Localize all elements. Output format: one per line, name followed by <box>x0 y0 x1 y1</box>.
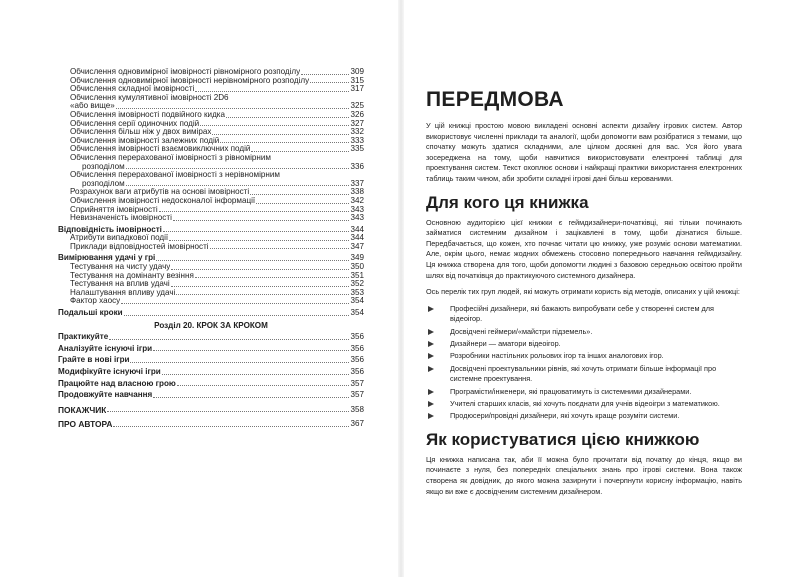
triangle-bullet-icon <box>428 413 434 419</box>
toc-page-number: 343 <box>350 213 364 223</box>
toc-page-number: 332 <box>350 127 364 137</box>
triangle-bullet-icon <box>428 353 434 359</box>
toc-entry[interactable] <box>58 391 364 400</box>
toc-dot-leader <box>153 396 349 398</box>
toc-chapter-entries <box>58 333 364 400</box>
toc-page-number: 344 <box>350 224 364 234</box>
toc-dot-leader <box>159 210 350 212</box>
toc-entry[interactable] <box>58 254 364 263</box>
toc-entry[interactable] <box>58 309 364 318</box>
audience-group-item <box>426 339 742 349</box>
toc-entry-title: Продовжуйте навчання <box>58 391 153 400</box>
audience-group-text: Досвідчені геймери/«майстри підземель». <box>450 326 593 336</box>
toc-chapter-title: Розділ 20. КРОК ЗА КРОКОМ <box>154 321 268 330</box>
toc-entry-title: Обчислення серії одиночних подій <box>70 119 200 128</box>
toc-entry[interactable] <box>58 234 364 243</box>
toc-entry-title: Налаштування впливу удачі <box>70 288 176 297</box>
toc-page-number: 309 <box>350 67 364 76</box>
toc-dot-leader <box>200 124 349 126</box>
toc-entry-title: Невизначеність імовірності <box>70 214 172 223</box>
toc-page-number: 325 <box>350 101 364 111</box>
toc-entry[interactable] <box>58 197 364 206</box>
audience-heading: Для кого ця книжка <box>426 192 589 212</box>
triangle-bullet-icon <box>428 341 434 347</box>
audience-group-item <box>426 387 742 397</box>
toc-dot-leader <box>212 133 349 135</box>
audience-group-text: Розробники настільних рольових ігор та інших аналогових ігор. <box>450 351 664 361</box>
toc-entry-title: Аналізуйте існуючі ігри <box>58 344 153 353</box>
toc-page-number: 335 <box>350 144 364 154</box>
toc-entry-title: Сприйняття імовірності <box>70 205 158 214</box>
toc-entry[interactable] <box>58 154 364 163</box>
toc-entry[interactable] <box>58 77 364 86</box>
toc-entry[interactable] <box>58 206 364 215</box>
toc-dot-leader <box>195 276 350 278</box>
toc-entry[interactable] <box>58 406 364 415</box>
howto-text: Ця книжка написана так, аби її можна було прочитати від початку до кінця, якщо ви починаєте з нуля, без попередніх спеціальних знань про ігрові системи. Вона також створена як довідник, до якого можна зазирнути і почерпнути корисну інформацію, навіть якщо ви вже є досвідченим системним дизайнером. <box>426 454 742 496</box>
toc-dot-leader <box>310 81 349 83</box>
toc-entry-title: Подальші кроки <box>58 309 123 318</box>
toc-entry[interactable] <box>58 180 364 189</box>
audience-group-text: Досвідчені проектувальники рівнів, які хочуть отримати більше інформації про системне проектування. <box>450 363 717 384</box>
preface-intro: У цій книжці простою мовою викладені основні аспекти дизайну ігрових систем. Автор використовує численні приклади та аналогії, щоби допомогти вам розібратися з темами, що спочатку можуть здатися складними, але цілком досяжні для вас. Уся його увага зосереджена на тому, щоби навчитися використовувати електронні таблиці для проектування систем. Текст охоплює основи і найкращі практики використання електронних таблиць таким чином, аби зробити складні ігрові дані більш керованими. <box>426 121 742 183</box>
toc-dot-leader <box>171 268 349 270</box>
toc-entry[interactable] <box>58 272 364 281</box>
toc-entry[interactable] <box>58 111 364 120</box>
toc-entry[interactable] <box>58 137 364 146</box>
toc-entry[interactable] <box>58 280 364 289</box>
toc-entry-title: ПОКАЖЧИК <box>58 405 107 415</box>
toc-entry-title: «або вище» <box>70 102 115 111</box>
audience-text: Основною аудиторією цієї книжки є геймдизайнери-початківці, які тільки починають займатися системним дизайном і зацікавлені в тому, щоби дізнатися більше. Передбачається, що кожен, хто почнає читати цю книжку, уже розуміє основи математики. Але, окрім цього, немає жодних обмежень стосовно попереднього навчання геймдизайну. Ця книжка створена для того, щоби допомогти людині з базовою середньою освітою пройти шлях від початківця до практикуючого системного дизайнера. <box>426 217 742 280</box>
toc-page-number: 350 <box>350 262 364 272</box>
toc-page-number: 343 <box>350 204 364 214</box>
audience-group-text: Продюсери/провідні дизайнери, які хочуть краще розуміти системи. <box>450 411 680 421</box>
toc-dot-leader <box>126 167 350 169</box>
toc-dot-leader <box>250 193 349 195</box>
toc-entry[interactable] <box>58 333 364 342</box>
audience-group-item <box>426 411 742 421</box>
triangle-bullet-icon <box>428 401 434 407</box>
toc-entry[interactable] <box>58 94 364 103</box>
toc-entry[interactable] <box>58 226 364 235</box>
triangle-bullet-icon <box>428 306 434 312</box>
toc-entry-title: Фактор хаосу <box>70 297 121 306</box>
toc-entry-title: Атрибути випадкової події <box>70 234 169 243</box>
preface-page <box>426 88 742 503</box>
toc-page-number: 356 <box>350 343 364 353</box>
audience-group-text: Професійні дизайнери, які бажають випробувати себе у створенні систем для відеоігор. <box>450 303 714 324</box>
toc-entry[interactable] <box>58 68 364 77</box>
toc-page-number: 347 <box>350 241 364 251</box>
toc-dot-leader <box>107 410 349 412</box>
toc-entry-title: Обчислення імовірності залежних подій <box>70 136 220 145</box>
toc-page-number: 367 <box>350 419 364 429</box>
toc-entry[interactable] <box>58 102 364 111</box>
audience-group-item <box>426 364 742 385</box>
toc-entry[interactable] <box>58 188 364 197</box>
triangle-bullet-icon <box>428 366 434 372</box>
toc-dot-leader <box>171 285 350 287</box>
toc-page-number: 354 <box>350 308 364 318</box>
groups-intro: Ось перелік тих груп людей, які можуть отримати користь від методів, описаних у цій книжці: <box>426 287 740 297</box>
toc-entry-title: Обчислення імовірності взаємовиключних подій <box>70 145 251 154</box>
toc-entry[interactable] <box>58 243 364 252</box>
toc-entry-title: Обчислення одновимірної імовірності рівномірного розподілу <box>70 68 301 76</box>
toc-entry-title: Обчислення перерахованої імовірності з рівномірним <box>70 153 271 162</box>
toc-entry-title: розподілом <box>82 162 125 171</box>
toc-entry-title: Обчислення імовірності подвійного кидка <box>70 110 226 119</box>
toc-entry-title: Розрахунок ваги атрибутів на основі імовірності <box>70 188 250 197</box>
toc-entry-title: Відповідність імовірності <box>58 225 162 234</box>
toc-page-number: 315 <box>350 75 364 85</box>
page-gutter <box>398 0 404 577</box>
toc-page-number: 333 <box>350 135 364 145</box>
toc-dot-leader <box>173 219 350 221</box>
toc-page-number: 342 <box>350 195 364 205</box>
toc-page-number: 358 <box>350 404 364 414</box>
toc-entry[interactable] <box>58 297 364 306</box>
toc-entry-title: Обчислення більш ніж у двох вимірах <box>70 128 212 137</box>
toc-entry-title: Обчислення одновимірної імовірності нерівномірного розподілу <box>70 76 310 85</box>
toc-page-number: 357 <box>350 378 364 388</box>
audience-group-item <box>426 304 742 325</box>
toc-page-number: 344 <box>350 233 364 243</box>
toc-entry[interactable] <box>58 263 364 272</box>
howto-heading: Як користуватися цією книжкою <box>426 429 700 449</box>
toc-entry[interactable] <box>58 420 364 429</box>
toc-entry-title: Обчислення перерахованої імовірності з нерівномірним <box>70 171 280 180</box>
toc-page-number: 354 <box>350 296 364 306</box>
toc-page-number: 351 <box>350 270 364 280</box>
toc-entry-title: розподілом <box>82 179 125 188</box>
toc-dot-leader <box>210 247 350 249</box>
toc-page-number: 353 <box>350 287 364 297</box>
toc-dot-leader <box>116 107 350 109</box>
toc-entry[interactable] <box>58 380 364 389</box>
toc-dot-leader <box>195 90 349 92</box>
toc-entry-title: Тестування на домінанту везіння <box>70 271 194 280</box>
toc-dot-leader <box>177 384 350 386</box>
toc-entry-title: ПРО АВТОРА <box>58 420 113 429</box>
toc-dot-leader <box>162 373 350 375</box>
toc-entry-title: Модифікуйте існуючі ігри <box>58 368 161 376</box>
toc-page-number: 326 <box>350 109 364 119</box>
audience-group-item <box>426 399 742 409</box>
audience-groups-list <box>426 304 742 422</box>
audience-group-text: Учителі старших класів, які хочуть поєднати для учнів відеоігри з математикою. <box>450 398 720 408</box>
toc-page-number: 352 <box>350 279 364 289</box>
toc-page-number: 356 <box>350 332 364 342</box>
toc-dot-leader <box>124 314 350 316</box>
toc-entry-title: Практикуйте <box>58 333 109 342</box>
toc-entry[interactable] <box>58 145 364 154</box>
triangle-bullet-icon <box>428 329 434 335</box>
toc-dot-leader <box>176 293 349 295</box>
toc-entry-title: Грайте в нові ігри <box>58 356 130 365</box>
audience-group-item <box>426 351 742 361</box>
toc-page-number: 336 <box>350 161 364 171</box>
toc-entry-title: Обчислення імовірності недосконалої інформації <box>70 196 256 205</box>
toc-entry-title: Обчислення складної імовірності <box>70 85 195 94</box>
toc-entry-title: Тестування на чисту удачу <box>70 263 171 272</box>
toc-dot-leader <box>251 150 349 152</box>
toc-dot-leader <box>156 259 349 261</box>
audience-group-text: Дизайнери — аматори відеоігор. <box>450 338 561 348</box>
toc-chapter-heading <box>58 322 364 331</box>
table-of-contents <box>58 68 364 429</box>
toc-dot-leader <box>153 349 349 351</box>
toc-dot-leader <box>256 202 349 204</box>
toc-page-number: 356 <box>350 355 364 365</box>
toc-entry[interactable] <box>58 345 364 354</box>
toc-entry[interactable] <box>58 356 364 365</box>
toc-page-number: 337 <box>350 178 364 188</box>
toc-entry[interactable] <box>58 163 364 172</box>
toc-entries <box>58 68 364 318</box>
toc-page-number: 349 <box>350 253 364 263</box>
toc-entry-title: Обчислення кумулятивної імовірності 2D6 <box>70 93 229 102</box>
toc-dot-leader <box>220 141 349 143</box>
toc-dot-leader <box>169 239 349 241</box>
toc-entry[interactable] <box>58 214 364 223</box>
toc-dot-leader <box>130 361 349 363</box>
toc-page-number: 338 <box>350 187 364 197</box>
toc-page-number: 317 <box>350 84 364 94</box>
toc-entry[interactable] <box>58 85 364 94</box>
toc-entry[interactable] <box>58 128 364 137</box>
audience-group-item <box>426 327 742 337</box>
toc-dot-leader <box>113 425 349 427</box>
toc-dot-leader <box>126 184 350 186</box>
toc-entry-title: Приклади відповідностей імовірності <box>70 242 209 251</box>
toc-page-number: 357 <box>350 390 364 400</box>
toc-page-number: 327 <box>350 118 364 128</box>
toc-parts <box>58 406 364 429</box>
toc-entry-title: Вимірювання удачі у грі <box>58 254 156 263</box>
audience-group-text: Програмісти/інженери, які працюватимуть із системними дизайнерами. <box>450 386 692 396</box>
triangle-bullet-icon <box>428 389 434 395</box>
preface-title: ПЕРЕДМОВА <box>426 88 564 111</box>
toc-entry-title: Працюйте над власною грою <box>58 379 176 388</box>
toc-entry-title: Тестування на вплив удачі <box>70 280 170 289</box>
toc-dot-leader <box>109 338 349 340</box>
toc-dot-leader <box>163 230 350 232</box>
toc-entry[interactable] <box>58 171 364 180</box>
toc-dot-leader <box>121 302 349 304</box>
toc-entry[interactable] <box>58 368 364 377</box>
toc-entry[interactable] <box>58 289 364 298</box>
toc-dot-leader <box>301 73 349 75</box>
toc-page-number: 356 <box>350 367 364 376</box>
toc-dot-leader <box>226 116 349 118</box>
toc-entry[interactable] <box>58 120 364 129</box>
